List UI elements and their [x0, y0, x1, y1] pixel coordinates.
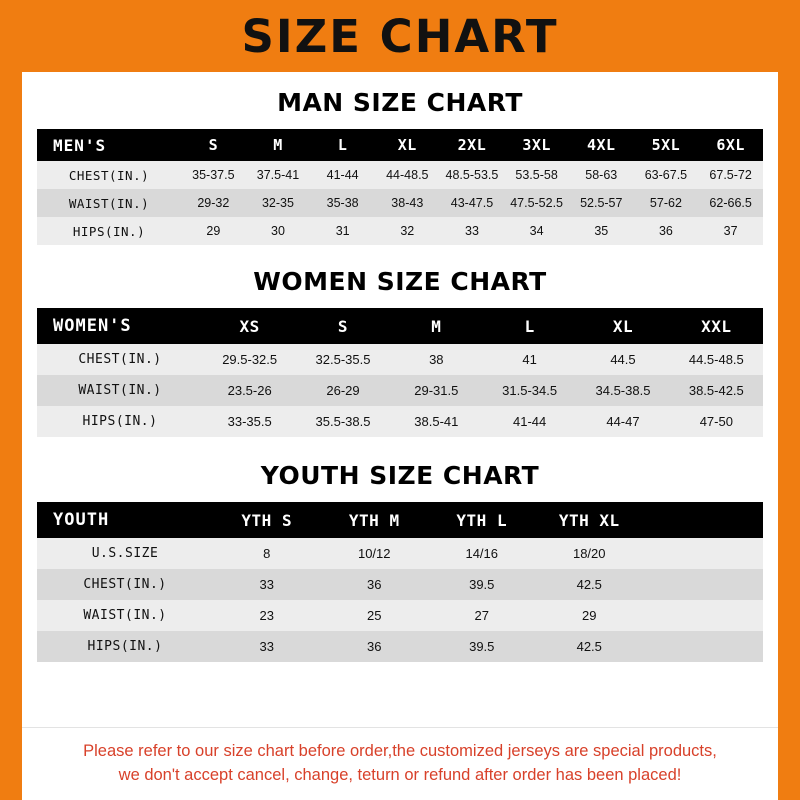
chart-content [22, 72, 778, 728]
man-col-header-8: 5XL [634, 129, 699, 161]
youth-cell-2-2: 27 [474, 608, 489, 623]
youth-col-header-4: YTH XL [536, 502, 644, 538]
man-cell-1-1: 32-35 [261, 196, 294, 210]
youth-cell-0-3: 18/20 [572, 546, 606, 561]
youth-row-label-0: U.S.SIZE [91, 546, 159, 561]
women-cell-1-3: 31.5-34.5 [502, 383, 558, 398]
man-cell-0-5: 53.5-58 [515, 168, 558, 182]
women-cell-0-4: 44.5 [610, 352, 636, 367]
youth-cell-1-spacer [643, 569, 763, 600]
table-row [37, 375, 763, 406]
youth-cell-0-1: 10/12 [357, 546, 391, 561]
man-cell-1-7: 57-62 [649, 196, 682, 210]
man-col-header-4: XL [375, 129, 440, 161]
man-row-label-2: HIPS(IN.) [72, 223, 146, 239]
women-cell-1-0: 23.5-26 [227, 383, 272, 398]
footer-note-line-1: Please refer to our size chart before order,the customized jerseys are special products, [83, 741, 717, 760]
women-cell-2-5: 47-50 [699, 414, 733, 429]
women-row-label-2: HIPS(IN.) [82, 414, 158, 429]
women-cell-0-0: 29.5-32.5 [222, 352, 278, 367]
man-cell-2-5: 34 [529, 224, 544, 238]
man-col-header-5: 2XL [440, 129, 505, 161]
women-table-body [37, 344, 763, 437]
women-cell-2-1: 35.5-38.5 [315, 414, 371, 429]
table-row [37, 406, 763, 437]
youth-cell-3-1: 36 [367, 639, 382, 654]
man-col-header-3: L [310, 129, 375, 161]
table-row [37, 217, 763, 245]
man-col-header-1: S [181, 129, 246, 161]
youth-table-head [37, 502, 763, 538]
man-cell-0-6: 58-63 [585, 168, 618, 182]
women-col-header-5: XL [576, 308, 669, 344]
youth-row-label-3: HIPS(IN.) [87, 639, 163, 654]
women-col-header-6: XXL [670, 308, 763, 344]
table-row [37, 631, 763, 662]
women-col-header-4: L [483, 308, 576, 344]
women-cell-2-2: 38.5-41 [414, 414, 459, 429]
man-cell-0-0: 35-37.5 [192, 168, 235, 182]
women-cell-0-1: 32.5-35.5 [315, 352, 371, 367]
page-title: SIZE CHART [241, 9, 559, 63]
table-row [37, 161, 763, 189]
man-cell-2-2: 31 [335, 224, 350, 238]
youth-col-header-1: YTH S [213, 502, 321, 538]
man-cell-2-0: 29 [206, 224, 221, 238]
youth-cell-3-spacer [643, 631, 763, 662]
table-row [37, 600, 763, 631]
man-cell-2-3: 32 [400, 224, 415, 238]
women-cell-0-5: 44.5-48.5 [688, 352, 744, 367]
women-cell-0-3: 41 [522, 352, 537, 367]
table-row [37, 189, 763, 217]
women-col-header-0: WOMEN'S [37, 308, 203, 344]
man-col-header-7: 4XL [569, 129, 634, 161]
man-row-label-0: CHEST(IN.) [68, 167, 150, 183]
man-cell-1-0: 29-32 [197, 196, 230, 210]
women-section-title: WOMEN SIZE CHART [253, 267, 547, 296]
youth-cell-2-3: 29 [582, 608, 597, 623]
youth-cell-3-2: 39.5 [469, 639, 495, 654]
man-col-header-9: 6XL [698, 129, 763, 161]
youth-col-header-0: YOUTH [37, 502, 213, 538]
table-header-row [37, 129, 763, 161]
man-cell-1-2: 35-38 [326, 196, 359, 210]
youth-cell-1-2: 39.5 [469, 577, 495, 592]
man-cell-0-7: 63-67.5 [644, 168, 688, 182]
table-row [37, 538, 763, 569]
man-cell-0-3: 44-48.5 [386, 168, 429, 182]
women-col-header-1: XS [203, 308, 296, 344]
youth-cell-3-3: 42.5 [576, 639, 602, 654]
man-cell-2-8: 37 [723, 224, 738, 238]
youth-cell-2-spacer [643, 600, 763, 631]
youth-cell-1-0: 33 [259, 577, 274, 592]
man-table-head [37, 129, 763, 161]
youth-row-label-1: CHEST(IN.) [83, 577, 167, 592]
youth-cell-0-2: 14/16 [465, 546, 499, 561]
man-cell-1-3: 38-43 [391, 196, 424, 210]
man-cell-0-2: 41-44 [326, 168, 359, 182]
women-cell-1-5: 38.5-42.5 [688, 383, 744, 398]
man-cell-0-8: 67.5-72 [709, 168, 752, 182]
women-cell-2-0: 33-35.5 [227, 414, 272, 429]
man-cell-2-4: 33 [465, 224, 479, 238]
women-col-header-3: M [390, 308, 483, 344]
youth-row-label-2: WAIST(IN.) [83, 608, 167, 623]
youth-cell-0-0: 8 [263, 546, 271, 561]
women-table-head [37, 308, 763, 344]
women-cell-2-3: 41-44 [513, 414, 547, 429]
man-cell-2-7: 36 [658, 224, 673, 238]
women-size-table [37, 308, 763, 437]
women-cell-0-2: 38 [429, 352, 444, 367]
youth-cell-0-spacer [643, 538, 763, 569]
table-row [37, 344, 763, 375]
left-accent-bar [0, 0, 22, 800]
man-cell-0-1: 37.5-41 [256, 168, 300, 182]
man-col-header-0: MEN'S [37, 129, 181, 161]
women-cell-1-4: 34.5-38.5 [595, 383, 651, 398]
youth-cell-2-1: 25 [367, 608, 382, 623]
youth-cell-1-1: 36 [367, 577, 382, 592]
header-banner [0, 0, 800, 72]
table-row [37, 569, 763, 600]
man-cell-2-6: 35 [594, 224, 609, 238]
youth-cell-2-0: 23 [259, 608, 274, 623]
youth-section-title: YOUTH SIZE CHART [260, 461, 540, 490]
man-col-header-2: M [246, 129, 311, 161]
man-row-label-1: WAIST(IN.) [68, 195, 150, 211]
man-cell-1-8: 62-66.5 [709, 196, 752, 210]
man-cell-1-6: 52.5-57 [580, 196, 623, 210]
man-cell-0-4: 48.5-53.5 [445, 168, 499, 182]
youth-col-header-spacer [643, 502, 763, 538]
man-section-title: MAN SIZE CHART [277, 88, 523, 117]
women-cell-1-2: 29-31.5 [414, 383, 459, 398]
right-accent-bar [778, 0, 800, 800]
man-table-body [37, 161, 763, 245]
youth-cell-1-3: 42.5 [576, 577, 602, 592]
table-header-row [37, 308, 763, 344]
man-cell-2-1: 30 [271, 224, 285, 238]
footer-note-line-2: we don't accept cancel, change, teturn or refund after order has been placed! [118, 766, 682, 785]
youth-table-body [37, 538, 763, 662]
youth-size-table [37, 502, 763, 662]
women-row-label-0: CHEST(IN.) [78, 352, 162, 367]
table-header-row [37, 502, 763, 538]
man-cell-1-4: 43-47.5 [450, 196, 494, 210]
youth-col-header-2: YTH M [321, 502, 429, 538]
women-cell-1-1: 26-29 [326, 383, 360, 398]
women-col-header-2: S [296, 308, 389, 344]
man-col-header-6: 3XL [504, 129, 569, 161]
footer-note [22, 729, 778, 800]
youth-cell-3-0: 33 [259, 639, 274, 654]
youth-col-header-3: YTH L [428, 502, 536, 538]
women-cell-2-4: 44-47 [606, 414, 640, 429]
women-row-label-1: WAIST(IN.) [78, 383, 162, 398]
man-cell-1-5: 47.5-52.5 [510, 196, 564, 210]
man-size-table [37, 129, 763, 245]
